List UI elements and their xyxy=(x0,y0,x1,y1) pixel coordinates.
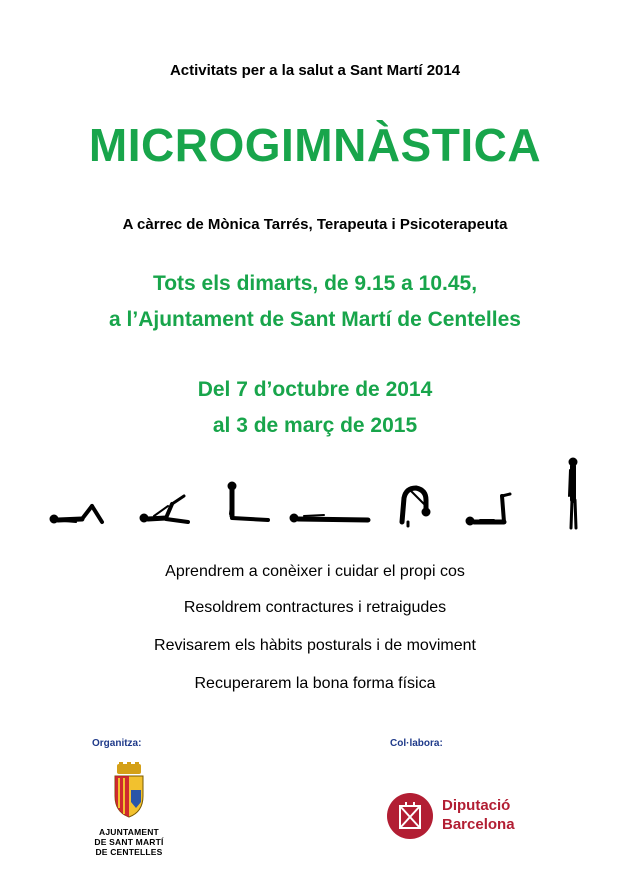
pose-legs-raised-icon xyxy=(466,494,510,525)
diputacio-emblem-icon xyxy=(386,792,434,840)
pose-lying-knees-bent-icon xyxy=(50,506,102,523)
organizer-name-line: AJUNTAMENT xyxy=(99,827,159,837)
organizer-name-line: DE SANT MARTÍ xyxy=(94,837,164,847)
diputacio-barcelona-logo xyxy=(386,790,556,842)
activity-item: Revisarem els hàbits posturals i de moviment xyxy=(154,637,476,654)
dates-line-2: al 3 de març de 2015 xyxy=(212,414,418,437)
pose-forward-bend-icon xyxy=(402,488,430,526)
pose-seated-straight-icon xyxy=(228,482,268,520)
page-title: MICROGIMNÀSTICA xyxy=(88,119,542,171)
dates-line-1: Del 7 d’octubre de 2014 xyxy=(197,378,433,401)
collaborator-name-line: Barcelona xyxy=(442,816,515,833)
instructor-line: A càrrec de Mònica Tarrés, Terapeuta i Psicoterapeuta xyxy=(122,216,508,233)
pose-standing-icon xyxy=(569,458,577,528)
activity-item: Aprendrem a conèixer i cuidar el propi cos xyxy=(165,563,465,580)
organizer-name-line: DE CENTELLES xyxy=(95,847,163,857)
pose-knee-to-chest-icon xyxy=(140,496,188,522)
event-series-subtitle: Activitats per a la salut a Sant Martí 2014 xyxy=(169,62,461,79)
activity-item: Resoldrem contractures i retraigudes xyxy=(183,599,447,616)
schedule-line-2: a l’Ajuntament de Sant Martí de Centelles xyxy=(109,308,521,331)
activity-item: Recuperarem la bona forma física xyxy=(194,675,436,692)
pose-lying-flat-icon xyxy=(290,514,368,522)
ajuntament-logo xyxy=(84,762,174,857)
coat-of-arms-icon xyxy=(109,762,149,818)
exercise-poses-illustration xyxy=(42,452,590,536)
collaborator-name-line: Diputació xyxy=(442,797,511,814)
collaborator-label: Col·labora: xyxy=(390,738,443,749)
schedule-line-1: Tots els dimarts, de 9.15 a 10.45, xyxy=(152,272,478,295)
organizer-label: Organitza: xyxy=(92,738,142,749)
